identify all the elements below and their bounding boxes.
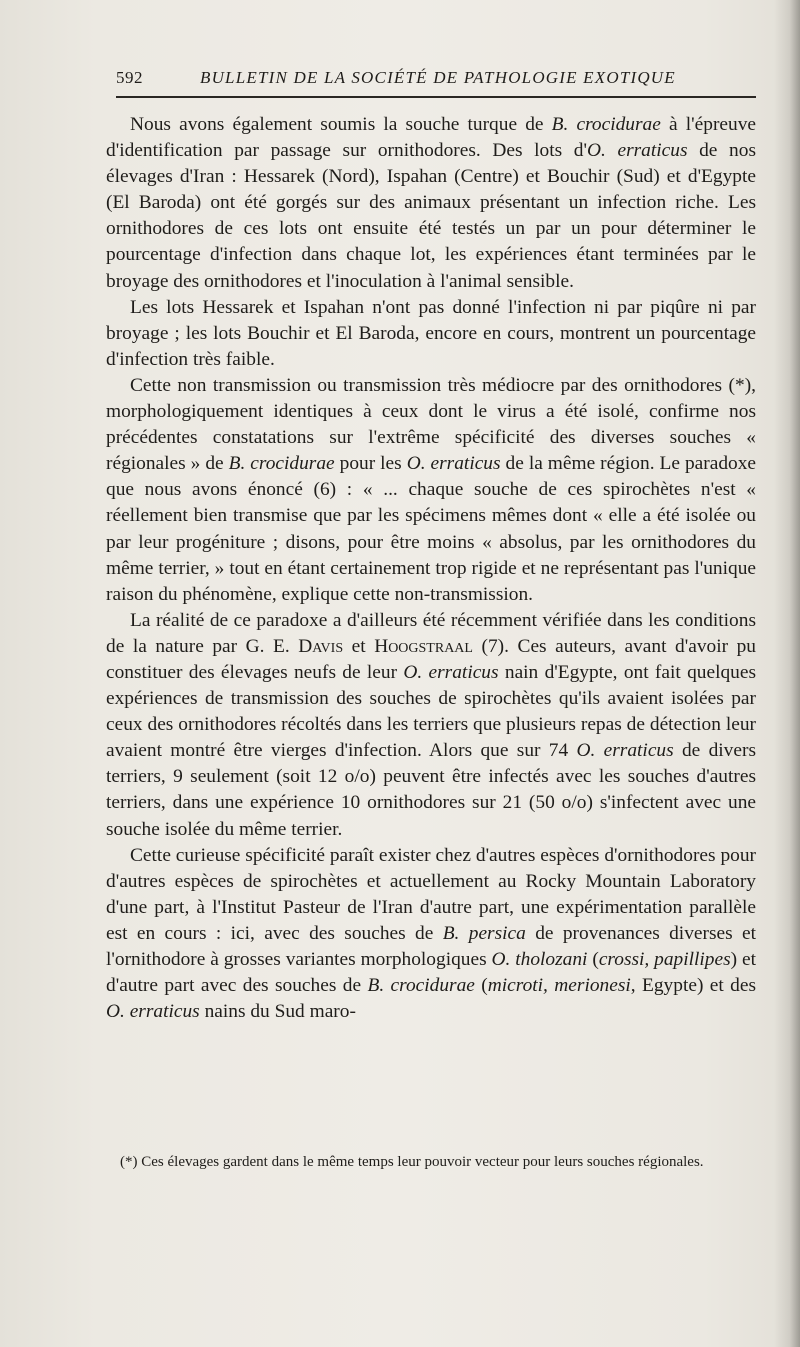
italic-run: B. crocidurae <box>551 114 661 135</box>
text-run: Les lots Hessarek et Ispahan n'ont pas donné l'infection ni par piqûre ni par broyage ; les lots Bouchir et El Baroda, encore en cours, montrent un pourcentage d'infection très faible. <box>106 296 756 370</box>
author-name: Davis <box>298 635 344 657</box>
italic-run: O. erraticus <box>403 661 499 683</box>
italic-run: O. erraticus <box>586 140 688 162</box>
italic-run: O. erraticus <box>106 1001 200 1023</box>
page-edge-shadow <box>774 0 800 1347</box>
italic-run: O. erraticus <box>576 740 674 762</box>
footnote <box>106 1153 756 1171</box>
italic-run: B. persica <box>442 922 526 944</box>
paragraph <box>106 373 756 608</box>
italic-run: B. crocidurae <box>367 975 475 997</box>
page-number: 592 <box>116 68 143 87</box>
text-run: Nous avons également soumis la souche turque de <box>130 114 552 135</box>
italic-run: B. crocidurae <box>228 453 335 475</box>
italic-run: O. tholozani <box>491 949 588 970</box>
text-run: nains du Sud maro- <box>199 1001 356 1023</box>
paragraph <box>106 295 756 373</box>
header-rule <box>116 96 756 98</box>
text-run: (7). Ces auteurs, avant d'avoir pu constituer des élevages neufs de leur <box>106 635 756 683</box>
text-run: à l'épreuve d'identification par passage sur ornithodores. Des lots d' <box>106 114 757 162</box>
text-run: et <box>343 635 375 657</box>
footnote-text: (*) Ces élevages gardent dans le même temps leur pouvoir vecteur pour leurs souches régionales. <box>120 1154 704 1170</box>
text-run: nain d'Egypte, ont fait quelques expériences de transmission des souches de spirochètes qu'ils avaient isolées par ceux des ornithodores récoltés dans les terriers que plusieurs repas de détection leur avaient montré être vierges d'infection. Alors que sur 74 <box>106 661 756 762</box>
text-run: de divers terriers, 9 seulement (soit 12 o/o) peuvent être infectés avec les souches d'autres terriers, dans une expérience 10 ornithodores sur 21 (50 o/o) s'infectent avec une souche isolée du même terrier. <box>106 740 756 840</box>
body-text <box>106 112 756 1025</box>
paragraph <box>106 843 756 1026</box>
text-run: ) et d'autre part avec des souches de <box>106 949 756 997</box>
text-run: La réalité de ce paradoxe a d'ailleurs été récemment vérifiée dans les conditions de la nature par G. E. <box>106 609 756 657</box>
running-title: BULLETIN DE LA SOCIÉTÉ DE PATHOLOGIE EXOTIQUE <box>200 68 676 87</box>
author-name: Hoogstraal <box>374 635 473 657</box>
text-run: pour les <box>334 453 407 475</box>
italic-run: crossi, papillipes <box>598 949 731 970</box>
italic-run: O. erraticus <box>406 453 501 475</box>
text-run: , Egypte) et des <box>630 975 757 997</box>
italic-run: microti, merionesi <box>487 975 631 997</box>
text-run: Cette non transmission ou transmission très médiocre par des ornithodores (*), morphologiquement identiques à ceux dont le virus a été isolé, confirme nos précédentes constatations sur l'extrême spécificité des diverses souches « régionales » de <box>106 374 756 475</box>
paragraph <box>106 112 756 295</box>
text-run: ( <box>474 975 488 997</box>
text-run: de nos élevages d'Iran : Hessarek (Nord), Ispahan (Centre) et Bouchir (Sud) et d'Egypte (El Baroda) ont été gorgés sur des animaux présentant un infection riche. Les ornithodores de ces lots ont ensuite été testés un par un pour déterminer le pourcentage d'infection dans chaque lot, les expériences étant terminées par le broyage des ornithodores et l'inoculation à l'animal sensible. <box>106 140 756 292</box>
text-run: de la même région. Le paradoxe que nous avons énoncé (6) : « ... chaque souche de ces spirochètes n'est « réellement bien transmise que par les spécimens mêmes dont « elle a été isolée ou par leur progéniture ; disons, pour être moins « absolus, par les ornithodores du même terrier, » tout en étant certainement trop rigide et ne représentant pas l'unique raison du phénomène, explique cette non-transmission. <box>106 453 757 605</box>
paragraph <box>106 608 756 843</box>
text-run: de provenances diverses et l'ornithodore à grosses variantes morphologiques <box>106 922 756 970</box>
text-run: Cette curieuse spécificité paraît exister chez d'autres espèces d'ornithodores pour d'autres espèces de spirochètes et actuellement au Rocky Mountain Laboratory d'une part, à l'Institut Pasteur de l'Iran d'autre part, une expérimentation parallèle est en cours : ici, avec des souches de <box>106 844 756 944</box>
text-run: ( <box>587 949 599 970</box>
running-header <box>116 66 756 92</box>
